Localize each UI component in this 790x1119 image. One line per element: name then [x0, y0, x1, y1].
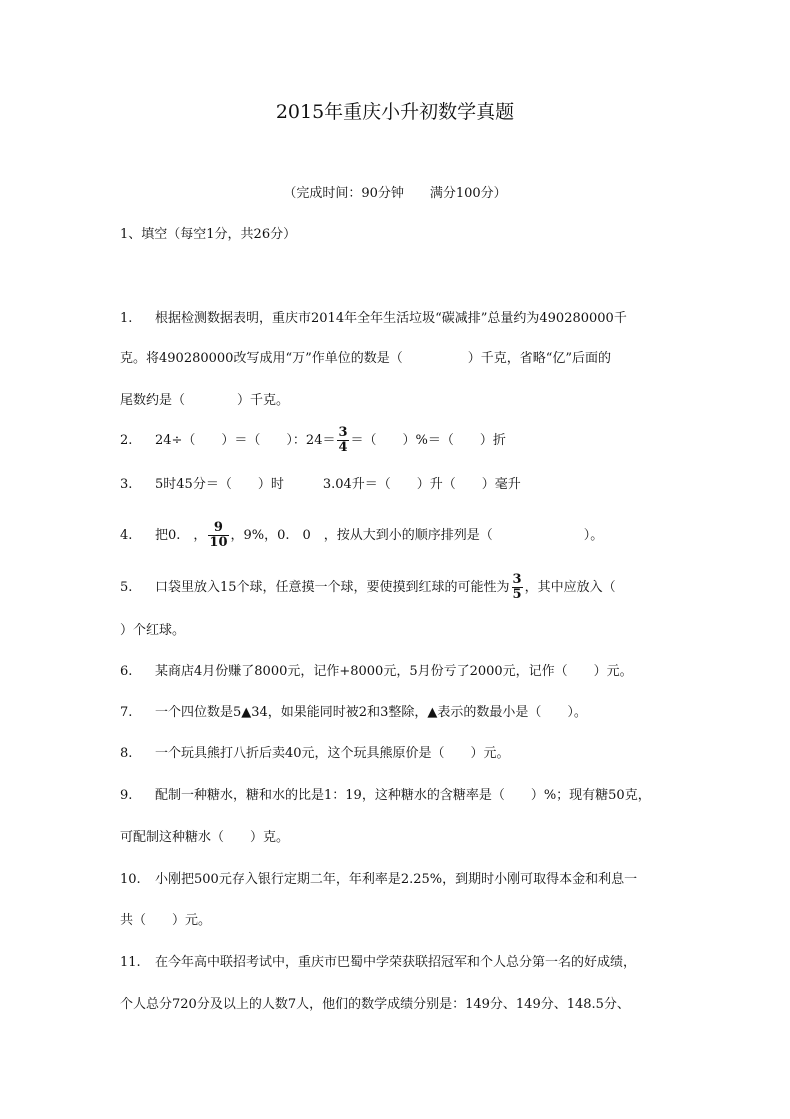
- question-6: [120, 664, 633, 680]
- question-text: 5时45分＝（ ）时 3.04升＝（ ）升（ ）毫升: [155, 477, 521, 492]
- question-7: [120, 705, 587, 721]
- question-2: [120, 426, 506, 456]
- question-text: 把0. ，: [155, 528, 207, 543]
- question-text: 某商店4月份赚了8000元，记作+8000元，5月份亏了2000元，记作（ ）元。: [155, 664, 633, 679]
- question-5-line-1: [120, 572, 616, 604]
- question-number: 10.: [120, 872, 141, 887]
- question-number: 2.: [120, 433, 133, 448]
- question-number: 6.: [120, 664, 133, 679]
- question-9-line-2: 可配制这种糖水（ ）克。: [120, 830, 290, 845]
- question-9-line-1: [120, 788, 651, 804]
- question-text: 口袋里放入15个球，任意摸一个球，要使摸到红球的可能性为: [155, 580, 510, 595]
- question-10-line-1: [120, 872, 637, 888]
- fraction-denominator: 5: [512, 587, 522, 602]
- question-3: [120, 477, 521, 493]
- question-number: 11.: [120, 955, 141, 970]
- fraction: [337, 426, 348, 455]
- question-text: 配制一种糖水，糖和水的比是1：19，这种糖水的含糖率是（ ）%；现有糖50克，: [155, 788, 651, 803]
- question-1-line-3: 尾数约是（ ）千克。: [120, 393, 290, 408]
- question-text: ，其中应放入（: [524, 580, 616, 595]
- fraction-numerator: 3: [512, 572, 522, 587]
- question-1-line-2: 克。将490280000改写成用“万”作单位的数是（ ）千克，省略“亿”后面的: [120, 351, 612, 366]
- question-11-line-1: [120, 955, 636, 971]
- fraction: [512, 573, 523, 602]
- question-5-line-2: ）个红球。: [120, 623, 186, 638]
- question-text: ＝（ ）%＝（ ）折: [350, 433, 506, 448]
- question-11-line-2: 个人总分720分及以上的人数7人，他们的数学成绩分别是：149分、149分、148.5分、: [120, 997, 630, 1012]
- section-heading: 1、填空（每空1分，共26分）: [120, 227, 297, 242]
- question-text: ，9%，0. 0 ，按从大到小的顺序排列是（ ）。: [230, 528, 604, 543]
- fraction-denominator: 4: [338, 440, 348, 455]
- question-number: 3.: [120, 477, 133, 492]
- question-number: 5.: [120, 580, 133, 595]
- question-text: 24÷（ ）＝（ ）：24＝: [155, 433, 336, 448]
- exam-info: （完成时间：90分钟 满分100分）: [283, 186, 507, 201]
- question-number: 9.: [120, 788, 133, 803]
- question-text: 一个玩具熊打八折后卖40元，这个玩具熊原价是（ ）元。: [155, 746, 510, 761]
- question-text: 小刚把500元存入银行定期二年，年利率是2.25%，到期时小刚可取得本金和利息一: [155, 872, 638, 887]
- fraction-denominator: 10: [209, 535, 228, 550]
- question-text: 一个四位数是5▲34，如果能同时被2和3整除，▲表示的数最小是（ ）。: [155, 705, 587, 720]
- fraction-numerator: 3: [338, 425, 348, 440]
- fraction-numerator: 9: [213, 520, 223, 535]
- question-number: 7.: [120, 705, 133, 720]
- question-number: 1.: [120, 311, 133, 326]
- question-8: [120, 746, 510, 762]
- question-number: 4.: [120, 528, 133, 543]
- question-4: [120, 520, 603, 552]
- question-text: 根据检测数据表明，重庆市2014年全年生活垃圾“碳减排”总量约为490280000千: [155, 311, 627, 326]
- question-1-line-1: [120, 311, 627, 327]
- page-title: 2015年重庆小升初数学真题: [275, 101, 515, 123]
- question-number: 8.: [120, 746, 133, 761]
- question-10-line-2: 共（ ）元。: [120, 913, 212, 928]
- question-text: 在今年高中联招考试中，重庆市巴蜀中学荣获联招冠军和个人总分第一名的好成绩，: [155, 955, 637, 970]
- fraction: [208, 521, 228, 550]
